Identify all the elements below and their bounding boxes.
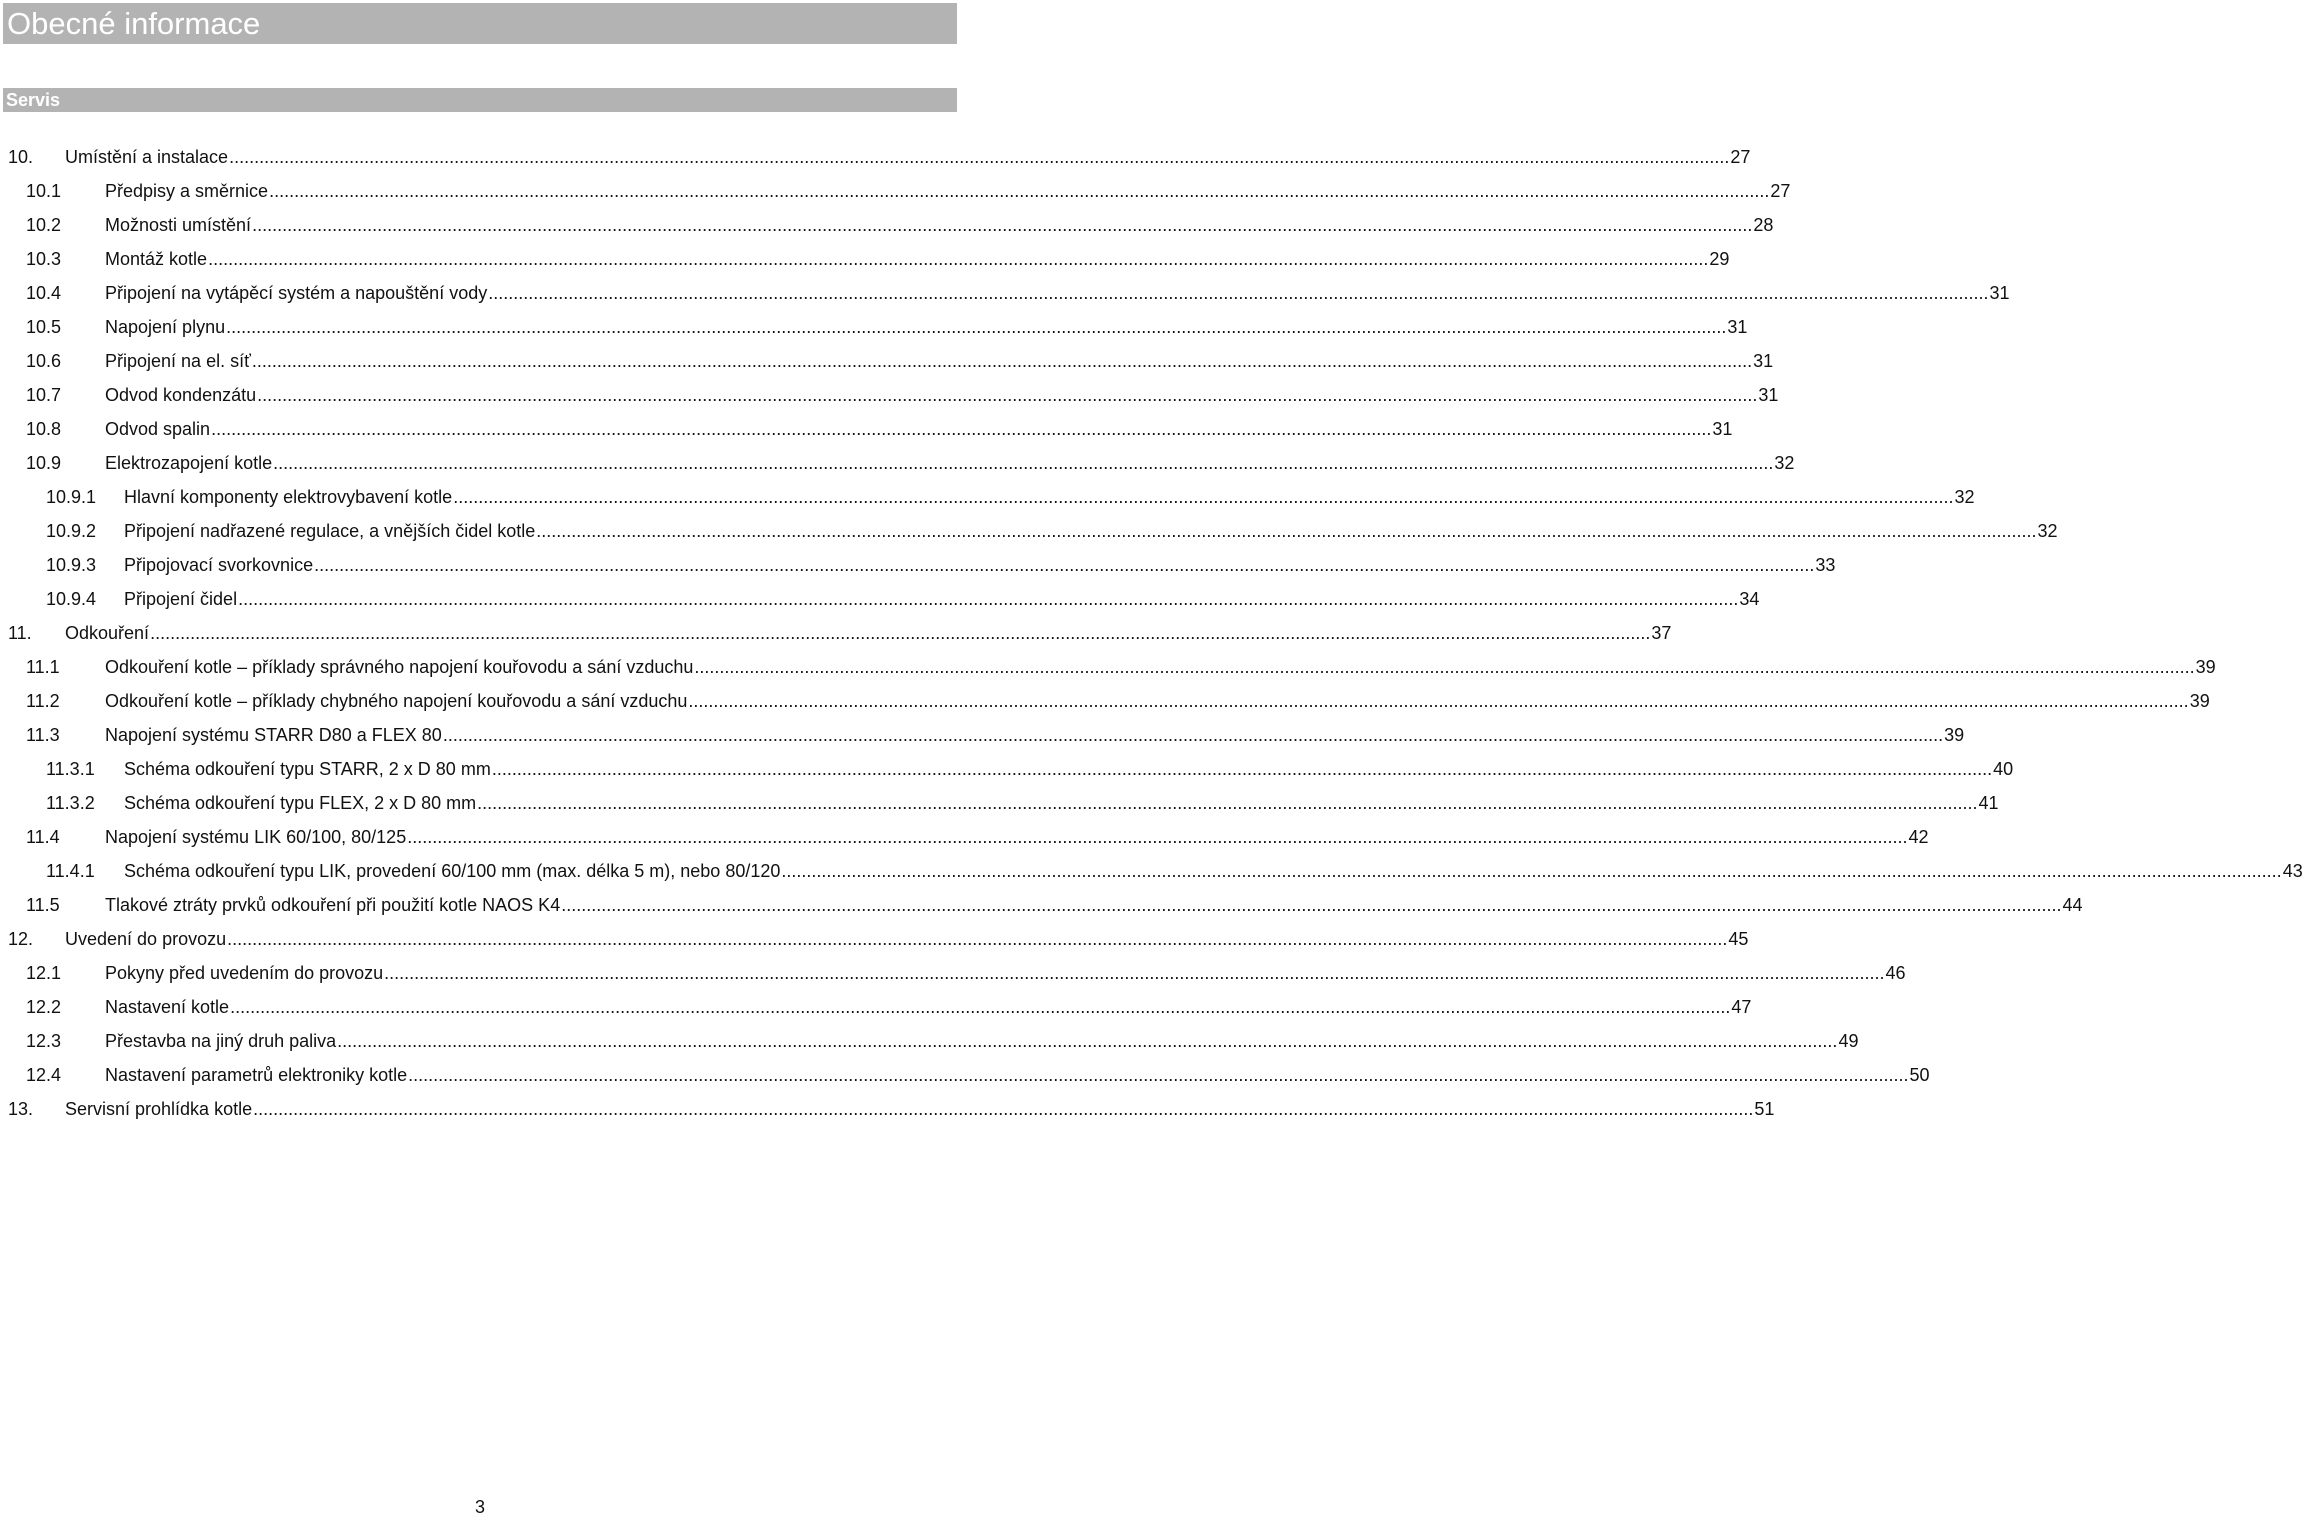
dot-leader: ............................................................................................................................................................................................................................................................................................................ <box>226 317 1727 337</box>
toc-entry-number: 12. <box>8 929 34 949</box>
toc-entry-page: 41 <box>1978 793 1999 813</box>
toc-entry-label: Uvedení do provozu <box>65 923 226 955</box>
toc-entry-number: 12.3 <box>26 1031 62 1051</box>
toc-entry-line <box>65 141 1751 173</box>
dot-leader: ............................................................................................................................................................................................................................................................................................................ <box>227 929 1728 949</box>
toc-entry[interactable] <box>0 719 1965 753</box>
toc-entry-page: 50 <box>1909 1065 1930 1085</box>
page-number: 3 <box>474 1497 485 1517</box>
toc-entry-label: Připojení nadřazené regulace, a vnějších čidel kotle <box>124 515 535 547</box>
toc-entry-number: 10.1 <box>26 181 62 201</box>
toc-entry-label: Odvod spalin <box>105 413 210 445</box>
toc-entry-label: Možnosti umístění <box>105 209 251 241</box>
toc-entry-page: 31 <box>1753 351 1774 371</box>
toc-entry-number: 13. <box>8 1099 34 1119</box>
toc-entry[interactable] <box>0 379 1779 413</box>
toc-entry-page: 31 <box>1727 317 1748 337</box>
toc-entry-line <box>105 345 1774 377</box>
toc-entry-page: 32 <box>1954 487 1975 507</box>
toc-entry-label: Nastavení kotle <box>105 991 229 1023</box>
table-of-contents <box>0 141 2303 1127</box>
dot-leader: ............................................................................................................................................................................................................................................................................................................ <box>688 691 2189 711</box>
toc-entry-number: 10. <box>8 147 34 167</box>
page-title: Obecné informace <box>7 6 261 41</box>
toc-entry-label: Napojení systému STARR D80 a FLEX 80 <box>105 719 442 751</box>
toc-entry-label: Montáž kotle <box>105 243 207 275</box>
toc-entry-label: Připojení na el. síť <box>105 345 251 377</box>
toc-entry-number: 11. <box>8 623 32 643</box>
toc-entry-number: 11.5 <box>26 895 60 915</box>
toc-entry-page: 27 <box>1770 181 1791 201</box>
toc-entry-line <box>105 719 1965 751</box>
dot-leader: ............................................................................................................................................................................................................................................................................................................ <box>384 963 1885 983</box>
toc-entry-page: 27 <box>1730 147 1751 167</box>
toc-entry[interactable] <box>0 277 2010 311</box>
toc-entry-label: Odvod kondenzátu <box>105 379 256 411</box>
toc-entry-label: Připojení na vytápěcí systém a napouštění vody <box>105 277 487 309</box>
toc-entry-page: 39 <box>2195 657 2216 677</box>
toc-entry-line <box>105 821 1929 853</box>
toc-entry[interactable] <box>0 141 1751 175</box>
dot-leader: ............................................................................................................................................................................................................................................................................................................ <box>536 521 2037 541</box>
page-header-bar <box>3 3 957 44</box>
toc-entry-page: 39 <box>2189 691 2210 711</box>
toc-entry-label: Pokyny před uvedením do provozu <box>105 957 383 989</box>
toc-entry[interactable] <box>0 1025 1859 1059</box>
dot-leader: ............................................................................................................................................................................................................................................................................................................ <box>252 215 1753 235</box>
toc-entry-page: 40 <box>1993 759 2014 779</box>
toc-entry-page: 46 <box>1885 963 1906 983</box>
toc-entry-line <box>105 243 1730 275</box>
toc-entry-label: Odkouření kotle – příklady chybného napojení kouřovodu a sání vzduchu <box>105 685 687 717</box>
dot-leader: ............................................................................................................................................................................................................................................................................................................ <box>488 283 1989 303</box>
toc-entry-line <box>124 855 2303 887</box>
toc-entry[interactable] <box>0 447 1795 481</box>
toc-entry-number: 11.3.2 <box>46 793 95 813</box>
toc-entry-number: 12.4 <box>26 1065 62 1085</box>
toc-entry[interactable] <box>0 413 1733 447</box>
dot-leader: ............................................................................................................................................................................................................................................................................................................ <box>230 997 1731 1017</box>
toc-entry-label: Připojení čidel <box>124 583 237 615</box>
toc-entry-line <box>124 787 1999 819</box>
toc-entry-line <box>105 1025 1859 1057</box>
dot-leader: ............................................................................................................................................................................................................................................................................................................ <box>442 725 1944 745</box>
toc-entry-line <box>124 583 1760 615</box>
dot-leader: ............................................................................................................................................................................................................................................................................................................ <box>150 623 1651 643</box>
toc-entry-line <box>65 923 1749 955</box>
toc-entry-page: 44 <box>2062 895 2083 915</box>
toc-entry-number: 11.2 <box>26 691 60 711</box>
dot-leader: ............................................................................................................................................................................................................................................................................................................ <box>453 487 1954 507</box>
toc-entry-number: 10.9.4 <box>46 589 97 609</box>
dot-leader: ............................................................................................................................................................................................................................................................................................................ <box>408 1065 1909 1085</box>
toc-entry-label: Napojení plynu <box>105 311 225 343</box>
toc-entry-page: 37 <box>1651 623 1672 643</box>
toc-entry-number: 12.2 <box>26 997 62 1017</box>
toc-entry-number: 10.9.1 <box>46 487 97 507</box>
toc-entry-number: 11.4 <box>26 827 60 847</box>
toc-entry-number: 11.3 <box>26 725 60 745</box>
toc-entry[interactable] <box>0 243 1730 277</box>
toc-entry[interactable] <box>0 651 2216 685</box>
toc-entry-number: 10.4 <box>26 283 62 303</box>
toc-entry-label: Připojovací svorkovnice <box>124 549 313 581</box>
toc-entry-label: Schéma odkouření typu STARR, 2 x D 80 mm <box>124 753 491 785</box>
toc-entry-page: 32 <box>2037 521 2058 541</box>
toc-entry[interactable] <box>0 753 2014 787</box>
toc-entry-line <box>124 481 1975 513</box>
dot-leader: ............................................................................................................................................................................................................................................................................................................ <box>211 419 1712 439</box>
toc-entry[interactable] <box>0 583 1760 617</box>
toc-entry-line <box>105 1059 1930 1091</box>
toc-entry[interactable] <box>0 1059 1930 1093</box>
toc-entry-number: 11.3.1 <box>46 759 95 779</box>
toc-entry-label: Elektrozapojení kotle <box>105 447 272 479</box>
toc-entry-number: 10.5 <box>26 317 62 337</box>
toc-entry-label: Odkouření <box>65 617 149 649</box>
toc-entry-page: 28 <box>1753 215 1774 235</box>
toc-entry[interactable] <box>0 209 1774 243</box>
dot-leader: ............................................................................................................................................................................................................................................................................................................ <box>477 793 1978 813</box>
toc-entry-number: 11.4.1 <box>46 861 95 881</box>
toc-entry[interactable] <box>0 175 1791 209</box>
toc-entry-number: 10.8 <box>26 419 62 439</box>
toc-entry-label: Servisní prohlídka kotle <box>65 1093 252 1125</box>
toc-entry-line <box>105 447 1795 479</box>
dot-leader: ............................................................................................................................................................................................................................................................................................................ <box>407 827 1908 847</box>
toc-entry[interactable] <box>0 617 1672 651</box>
toc-entry-page: 32 <box>1774 453 1795 473</box>
toc-entry-number: 10.9 <box>26 453 62 473</box>
toc-entry-number: 10.2 <box>26 215 62 235</box>
toc-entry-line <box>105 379 1779 411</box>
toc-entry[interactable] <box>0 685 2210 719</box>
toc-entry[interactable] <box>0 787 1999 821</box>
toc-entry-page: 31 <box>1758 385 1779 405</box>
dot-leader: ............................................................................................................................................................................................................................................................................................................ <box>229 147 1730 167</box>
toc-entry-line <box>105 957 1906 989</box>
dot-leader: ............................................................................................................................................................................................................................................................................................................ <box>781 861 2282 881</box>
toc-entry-line <box>65 617 1672 649</box>
toc-entry-line <box>124 753 2014 785</box>
toc-entry-label: Nastavení parametrů elektroniky kotle <box>105 1059 407 1091</box>
toc-entry[interactable] <box>0 549 1836 583</box>
toc-entry-page: 47 <box>1731 997 1752 1017</box>
toc-entry-page: 31 <box>1712 419 1733 439</box>
toc-entry-number: 11.1 <box>26 657 60 677</box>
section-header-bar <box>3 88 957 112</box>
section-title: Servis <box>6 90 61 110</box>
toc-entry-page: 49 <box>1838 1031 1859 1051</box>
dot-leader: ............................................................................................................................................................................................................................................................................................................ <box>253 1099 1754 1119</box>
dot-leader: ............................................................................................................................................................................................................................................................................................................ <box>491 759 1993 779</box>
toc-entry-number: 10.9.3 <box>46 555 97 575</box>
toc-entry[interactable] <box>0 1093 1775 1127</box>
toc-entry[interactable] <box>0 855 2303 889</box>
toc-entry-line <box>105 175 1791 207</box>
toc-entry-label: Umístění a instalace <box>65 141 228 173</box>
toc-entry-line <box>65 1093 1775 1125</box>
toc-entry-line <box>105 651 2216 683</box>
toc-entry-page: 33 <box>1815 555 1836 575</box>
toc-entry-line <box>105 277 2010 309</box>
toc-entry-line <box>105 209 1774 241</box>
dot-leader: ............................................................................................................................................................................................................................................................................................................ <box>238 589 1739 609</box>
toc-entry[interactable] <box>0 923 1749 957</box>
toc-entry-number: 10.3 <box>26 249 62 269</box>
toc-entry[interactable] <box>0 957 1906 991</box>
toc-entry-label: Schéma odkouření typu FLEX, 2 x D 80 mm <box>124 787 476 819</box>
toc-entry-label: Schéma odkouření typu LIK, provedení 60/100 mm (max. délka 5 m), nebo 80/120 <box>124 855 780 887</box>
toc-entry-page: 34 <box>1739 589 1760 609</box>
toc-entry[interactable] <box>0 311 1748 345</box>
toc-entry-page: 45 <box>1728 929 1749 949</box>
toc-entry-label: Tlakové ztráty prvků odkouření při použití kotle NAOS K4 <box>105 889 560 921</box>
dot-leader: ............................................................................................................................................................................................................................................................................................................ <box>269 181 1770 201</box>
toc-entry-number: 12.1 <box>26 963 62 983</box>
toc-entry-label: Hlavní komponenty elektrovybavení kotle <box>124 481 452 513</box>
toc-entry[interactable] <box>0 991 1752 1025</box>
toc-entry[interactable] <box>0 515 2058 549</box>
toc-entry[interactable] <box>0 345 1774 379</box>
toc-entry-line <box>105 311 1748 343</box>
toc-entry-line <box>105 413 1733 445</box>
toc-entry-page: 43 <box>2282 861 2303 881</box>
toc-entry-page: 31 <box>1989 283 2010 303</box>
toc-entry-page: 42 <box>1908 827 1929 847</box>
dot-leader: ............................................................................................................................................................................................................................................................................................................ <box>561 895 2062 915</box>
toc-entry-page: 51 <box>1754 1099 1775 1119</box>
dot-leader: ............................................................................................................................................................................................................................................................................................................ <box>337 1031 1838 1051</box>
dot-leader: ............................................................................................................................................................................................................................................................................................................ <box>208 249 1709 269</box>
dot-leader: ............................................................................................................................................................................................................................................................................................................ <box>273 453 1774 473</box>
toc-entry[interactable] <box>0 889 2083 923</box>
toc-entry-line <box>105 685 2210 717</box>
toc-entry-number: 10.9.2 <box>46 521 97 541</box>
toc-entry[interactable] <box>0 481 1975 515</box>
toc-entry-line <box>105 991 1752 1023</box>
dot-leader: ............................................................................................................................................................................................................................................................................................................ <box>694 657 2195 677</box>
dot-leader: ............................................................................................................................................................................................................................................................................................................ <box>257 385 1758 405</box>
toc-entry-label: Přestavba na jiný druh paliva <box>105 1025 336 1057</box>
dot-leader: ............................................................................................................................................................................................................................................................................................................ <box>314 555 1815 575</box>
toc-entry-page: 39 <box>1944 725 1965 745</box>
toc-entry-label: Předpisy a směrnice <box>105 175 268 207</box>
toc-entry-line <box>105 889 2083 921</box>
toc-entry-line <box>124 515 2058 547</box>
toc-entry-number: 10.7 <box>26 385 62 405</box>
dot-leader: ............................................................................................................................................................................................................................................................................................................ <box>251 351 1753 371</box>
toc-entry[interactable] <box>0 821 1929 855</box>
toc-entry-line <box>124 549 1836 581</box>
toc-entry-page: 29 <box>1709 249 1730 269</box>
toc-entry-label: Odkouření kotle – příklady správného napojení kouřovodu a sání vzduchu <box>105 651 693 683</box>
toc-entry-label: Napojení systému LIK 60/100, 80/125 <box>105 821 406 853</box>
toc-entry-number: 10.6 <box>26 351 62 371</box>
